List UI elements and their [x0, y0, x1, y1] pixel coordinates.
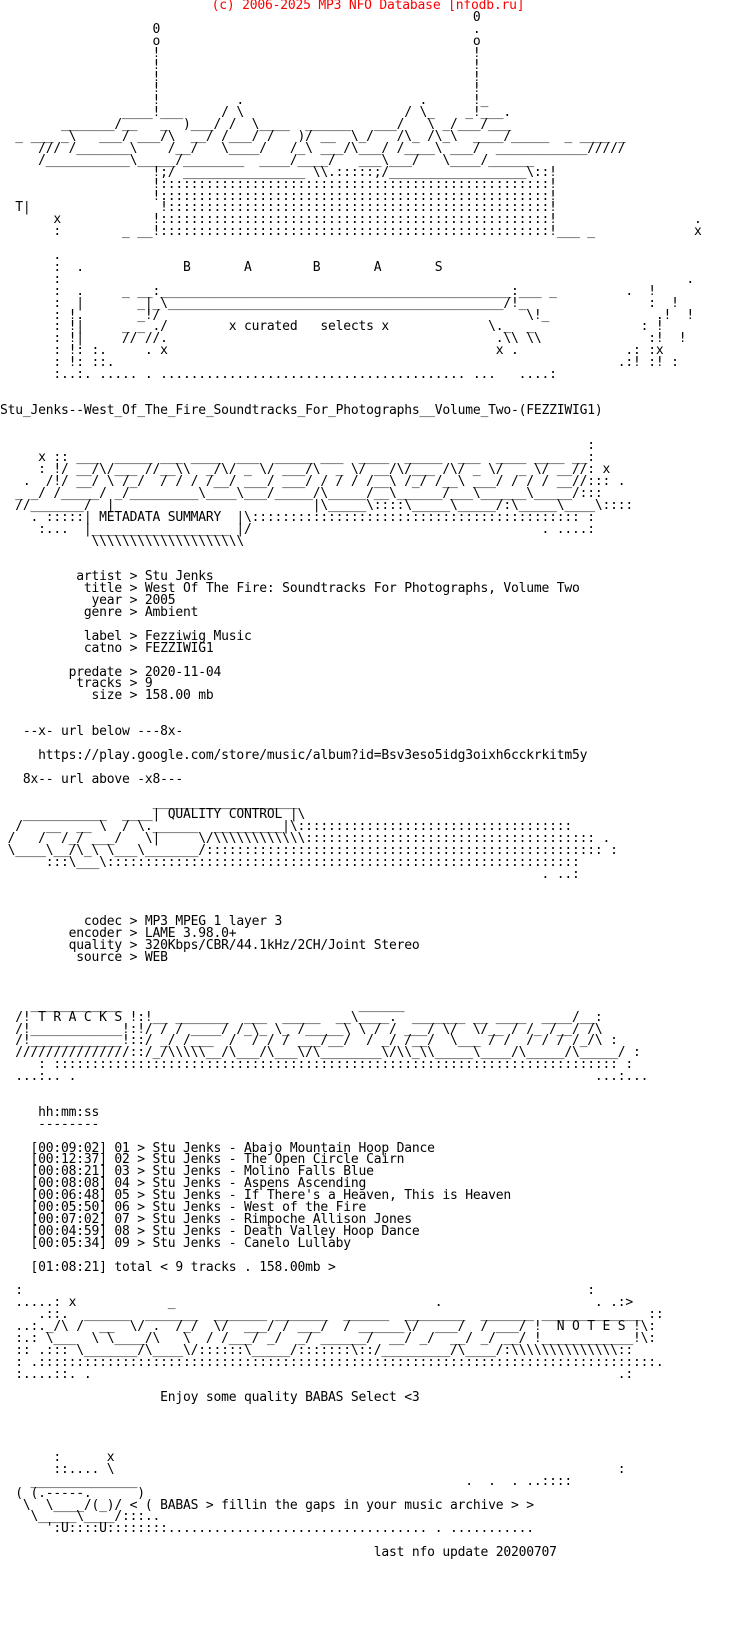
nfo-line: :: .::: \_______/\____\/::::::\_____/:::::::\::/_________/\____/:\\\\\\\\\\\\\\::: [0, 1342, 634, 1358]
nfo-line: o o: [0, 33, 481, 49]
nfo-line: //_______/ | |\_____\::::\_____\_____/:\_____\____\::::: [0, 497, 634, 513]
nfo-line: predate > 2020-11-04: [0, 664, 222, 680]
nfo-line: :..:. ..... . ........................................ ... ....:: [0, 367, 557, 382]
nfo-line: : :: [0, 1283, 595, 1299]
nfo-line: :: [0, 438, 595, 454]
nfo-line: [00:12:37] 02 > Stu Jenks - The Open Circle Cairn: [0, 1152, 405, 1168]
nfo-line: ! !: [0, 57, 481, 73]
nfo-line: .: [0, 248, 62, 263]
nfo-line: Stu_Jenks--West_Of_The_Fire_Soundtracks_For_Photographs__Volume_Two-(FEZZIWIG1): [0, 402, 603, 418]
nfo-line: .::. ______ _______ _______ _______ ______ ________ _______ ______ ______ ::: [0, 1307, 664, 1323]
nfo-line: : x: [0, 1449, 115, 1465]
nfo-line: /!____________!::/ _/ /___ / / / / ___/__/ / _/ /__/ \___ / / / / / /_/\ :: [0, 1033, 618, 1049]
nfo-line: : !| // //. .\\ \\ :! !: [0, 331, 687, 347]
nfo-line: : !. _!/ \!_ .! !: [0, 307, 695, 323]
nfo-line: . ..:: [0, 866, 580, 882]
nfo-line: [00:05:34] 09 > Stu Jenks - Canelo Lullaby: [0, 1235, 351, 1251]
nfo-line: year > 2005: [0, 593, 176, 609]
nfo-line: : :::::::::::::::::::::::::::::::::::::::::::::::::::::::::::::::::::::::::: :: [0, 1057, 634, 1073]
nfo-line: ///////////////::/_/\\\\\__/\___/\___\/\________\/\\_\\_____\____/\_____/\_____/ :: [0, 1045, 641, 1061]
nfo-line: _ _/ /_____/ _/_________\____\___/_____/\_____/__\______/___\______\_____/:::: [0, 486, 603, 501]
nfo-line: : .: [0, 271, 695, 287]
nfo-line: /___________\_____/________ ____/____/ ___\___/ \____/______: [0, 152, 534, 168]
nfo-line: x !:::::::::::::::::::::::::::::::::::::::::::::::::::! .: [0, 212, 702, 228]
nfo-line: 0: [0, 10, 481, 25]
nfo-line: !;/ ________________ \\.:::::;/__________________\::!: [0, 164, 557, 180]
nfo-line: [00:07:02] 07 > Stu Jenks - Rimpoche Allison Jones: [0, 1211, 412, 1227]
nfo-line: _ ___ _\ ___/ ___/\ __/ /___/ / )/ __ \_/ /\_ /\_\ ____/_____ _ ____ _: [0, 129, 626, 144]
nfo-line: : .:::::::::::::::::::::::::::::::::::::::::::::::::::::::::::::::::::::::::::::::::.: [0, 1354, 664, 1370]
nfo-line: [00:06:48] 05 > Stu Jenks - If There's a Heaven, This is Heaven: [0, 1188, 511, 1204]
nfo-line: \\\\\\\\\\\\\\\\\\\\: [0, 533, 245, 549]
nfo-line: ___________ ____| QUALITY CONTROL |\: [0, 807, 306, 823]
nfo-line: . /!/ __/ \ /_/ / / / /__/ ___/ ___/ / / / /__\ /_/ /__\ ___/ / / / __//::: .: [0, 474, 626, 490]
nfo-line: tracks > 9: [0, 676, 153, 692]
nfo-line: [00:08:21] 03 > Stu Jenks - Molino Falls Blue: [0, 1164, 374, 1180]
nfo-line: \_____\____/:::..: [0, 1509, 161, 1525]
site-header: (c) 2006-2025 MP3 NFO Database [nfodb.ru]: [211, 0, 525, 13]
nfo-line: ( (.-----. ): [0, 1485, 145, 1501]
nfo-line: : . _ __:______________________________________________:___ _ . !: [0, 283, 656, 299]
nfo-line: --x- url below ---8x-: [0, 724, 184, 739]
nfo-line: https://play.google.com/store/music/album?id=Bsv3eso5idg3oixh6cckrkitm5y: [0, 747, 588, 763]
nfo-line: catno > FEZZIWIG1: [0, 640, 214, 656]
nfo-line: ______________ . . . ..::::: [0, 1473, 572, 1489]
nfo-line: codec > MP3 MPEG 1 layer 3: [0, 914, 283, 930]
nfo-line: : !: :. . x x . .: :x: [0, 343, 664, 359]
nfo-line: ____!___ / \ / \_ _!___.: [0, 105, 511, 121]
nfo-line: .....: x _ . . .:>: [0, 1295, 634, 1311]
nfo-line: !:::::::::::::::::::::::::::::::::::::::::::::::::::!: [0, 176, 557, 192]
nfo-line: 8x-- url above -x8---: [0, 771, 184, 787]
nfo-line: :.: \___ \ \____/\ \ / /___/ _/ _/ ______/ __/ _/ __/ _/ __/ !____________!\:: [0, 1330, 656, 1346]
nfo-line: ! . . !_: [0, 93, 489, 109]
nfo-line: genre > Ambient: [0, 605, 199, 620]
nfo-line: !:::::::::::::::::::::::::::::::::::::::::::::::::::!: [0, 188, 557, 204]
nfo-line: ____________ ______: [0, 997, 405, 1013]
nfo-line: title > West Of The Fire: Soundtracks For Photographs, Volume Two: [0, 581, 580, 597]
nfo-line: ! !: [0, 69, 481, 85]
nfo-line: size > 158.00 mb: [0, 688, 214, 704]
nfo-line: [00:08:08] 04 > Stu Jenks - Aspens Ascending: [0, 1176, 367, 1192]
nfo-line: [00:05:50] 06 > Stu Jenks - West of the Fire: [0, 1200, 367, 1215]
nfo-line: ...:.. . ...:...: [0, 1069, 649, 1085]
nfo-line: \ \____/(_)/ < ( BABAS > fillin the gaps in your music archive > >: [0, 1497, 534, 1513]
nfo-line: ..:._/\ / __ \/ . /_/ \/ ___/ / ___/ / ______\/ ___/ / ___/ ! N O T E S !\:: [0, 1319, 656, 1334]
nfo-line: : !: ::. .:! :! :: [0, 355, 679, 371]
nfo-line: x :: ___ _____ ___ ____ ___ _____ ___ ____ _____ ___ ____ ____ __:: [0, 450, 595, 466]
nfo-line: : . B A B A S: [0, 259, 443, 275]
nfo-line: \____\__/\_\ \___\_______/:::::::::::::::::::::::::::::::::::::::::::::::::::: :: [0, 843, 618, 858]
nfo-line: quality > 320Kbps/CBR/44.1kHz/2CH/Joint Stereo: [0, 938, 420, 954]
nfo-line: /! T R A C K S !:!__ _______ ___ _____ __\____. _______ __ ____ ____/__:: [0, 1009, 603, 1025]
nfo-line: /// /_______\ /__/ \____/ /_\ ___/\___/ /____\ ___/ ____________/////: [0, 140, 626, 156]
nfo-line: : !| _ _ ./ x curated selects x \._ _ : !: [0, 319, 664, 335]
nfo-line: : _ __!:::::::::::::::::::::::::::::::::::::::::::::::::::!___ _ x: [0, 224, 702, 240]
nfo-line: ___________________: [0, 795, 298, 811]
nfo-line: :::\___\::::::::::::::::::::::::::::::::::::::::::::::::::::::::::::::: [0, 854, 588, 870]
nfo-line: :... |__________________ |/ . ....:: [0, 521, 595, 537]
nfo-line: label > Fezziwig Music: [0, 628, 252, 644]
nfo-line: source > WEB: [0, 950, 168, 966]
nfo-line: ::.... \ :: [0, 1461, 626, 1477]
nfo-line: ':U::::U::::::::.................................. . ...........: [0, 1521, 534, 1537]
nfo-line: ! !: [0, 81, 481, 97]
nfo-line: [01:08:21] total < 9 tracks . 158.00mb >: [0, 1259, 336, 1275]
nfo-line: : | _|_\____________________________________________/!_ : !: [0, 295, 679, 311]
nfo-line: hh:mm:ss: [0, 1104, 100, 1120]
nfo-line: /!____________!:!/ / / ____/ /_\_ \_ /_____\ \ / / ___/ \/ \/__ / /_ /__/ /\: [0, 1021, 603, 1037]
nfo-line: : !/ __/\/___ //__\\ _/\/ _ \/ ___/\ _ \/ __/\/___ /\/ _ \/ _ \/ __//: x: [0, 462, 611, 478]
nfo-line: [00:09:02] 01 > Stu Jenks - Abajo Mountain Hoop Dance: [0, 1140, 435, 1156]
nfo-line: --------: [0, 1116, 100, 1132]
nfo-line: 0 .: [0, 21, 481, 37]
nfo-line: ! !: [0, 45, 481, 61]
nfo-line: :....::. . .:: [0, 1366, 634, 1382]
nfo-line: / / /_/ ___/ \| \/\\\\\\\\\\\\:::::::::::::::::::::::::::::::::::::: .: [0, 831, 611, 847]
nfo-line: . :::::| METADATA SUMMARY |\::::::::::::::::::::::::::::::::::::::::::: :: [0, 509, 595, 525]
nfo-line: / __ __ \ / \.______ _________|\::::::::::::::::::::::::::::::::::::: [0, 819, 572, 835]
nfo-line: encoder > LAME 3.98.0+: [0, 926, 237, 942]
nfo-line: _______/__ _ )___/ / \____ ______ ___/ \ _/___/___: [0, 117, 511, 133]
nfo-line: artist > Stu Jenks: [0, 569, 214, 585]
nfo-line: [00:04:59] 08 > Stu Jenks - Death Valley Hoop Dance: [0, 1223, 420, 1239]
nfo-line: T| !::::::::::::::::::::::::::::::::::::::::::::::::::!: [0, 200, 557, 216]
nfo-line: last nfo update 20200707: [0, 1545, 557, 1561]
nfo-line: Enjoy some quality BABAS Select <3: [0, 1390, 420, 1406]
